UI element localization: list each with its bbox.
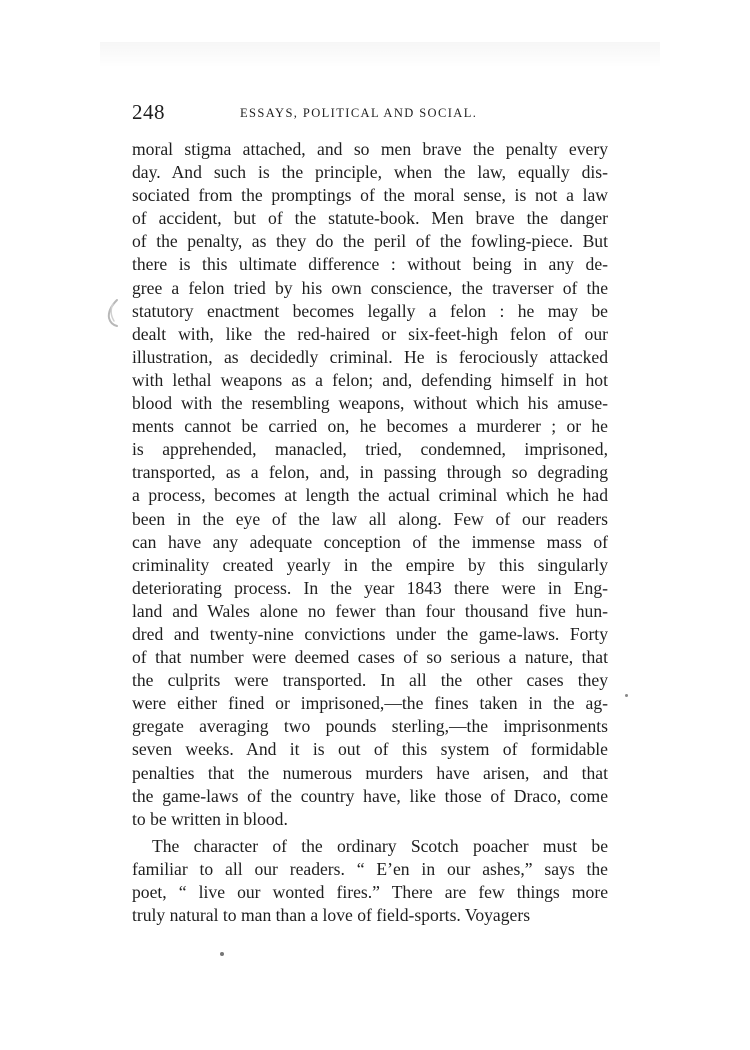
running-head [132, 100, 608, 130]
text-line: criminality created yearly in the empire by this singularly [132, 554, 608, 575]
text-line: statutory enactment becomes legally a felon : he may be [132, 300, 608, 321]
text-line: there is this ultimate difference : without being in any de- [132, 254, 608, 275]
text-line: dred and twenty-nine convictions under the game-laws. Forty [132, 623, 608, 644]
text-line: illustration, as decidedly criminal. He is ferociously attacked [132, 346, 608, 367]
text-line: familiar to all our readers. “ E’en in our ashes,” says the [132, 858, 608, 879]
paragraph [132, 138, 608, 831]
text-line: land and Wales alone no fewer than four thousand five hun- [132, 600, 608, 621]
text-line: seven weeks. And it is out of this system of formidable [132, 739, 608, 760]
text-line: can have any adequate conception of the immense mass of [132, 531, 608, 552]
text-line: ments cannot be carried on, he becomes a murderer ; or he [132, 416, 608, 437]
text-line: to be written in blood. [132, 808, 288, 829]
ink-speck [625, 694, 628, 697]
text-line: dealt with, like the red-haired or six-feet-high felon of our [132, 323, 608, 344]
text-line: gregate averaging two pounds sterling,—the imprisonments [132, 716, 608, 737]
text-line: been in the eye of the law all along. Few of our readers [132, 508, 608, 529]
running-title: ESSAYS, POLITICAL AND SOCIAL. [240, 106, 478, 120]
text-line: blood with the resembling weapons, without which his amuse- [132, 393, 608, 414]
text-line: poet, “ live our wonted fires.” There are few things more [132, 882, 608, 902]
text-line: day. And such is the principle, when the law, equally dis- [132, 162, 608, 183]
text-line: were either fined or imprisoned,—the fines taken in the ag- [132, 693, 608, 714]
scan-shadow [100, 42, 660, 68]
text-line: deteriorating process. In the year 1843 there were in Eng- [132, 577, 608, 598]
text-line: The character of the ordinary Scotch poacher must be [152, 835, 608, 856]
text-line: a process, becomes at length the actual criminal which he had [132, 485, 608, 506]
text-line: the culprits were transported. In all the other cases they [132, 670, 608, 691]
text-line: the game-laws of the country have, like those of Draco, come [132, 785, 608, 806]
text-line: of the penalty, as they do the peril of the fowling-piece. But [132, 231, 608, 252]
text-line: of that number were deemed cases of so serious a nature, that [132, 647, 608, 668]
page-number: 248 [132, 100, 165, 124]
text-line: sociated from the promptings of the moral sense, is not a law [132, 185, 608, 206]
text-line: is apprehended, manacled, tried, condemned, imprisoned, [132, 439, 608, 460]
ink-speck [220, 952, 224, 956]
text-line: gree a felon tried by his own conscience, the traverser of the [132, 277, 608, 298]
text-line: transported, as a felon, and, in passing through so degrading [132, 462, 608, 483]
paragraph [132, 835, 608, 927]
text-line: of accident, but of the statute-book. Men brave the danger [132, 208, 608, 229]
text-line: moral stigma attached, and so men brave the penalty every [132, 139, 608, 159]
text-line: penalties that the numerous murders have arisen, and that [132, 762, 608, 783]
text-line: with lethal weapons as a felon; and, defending himself in hot [132, 369, 608, 390]
pencil-mark-icon [104, 298, 124, 328]
text-line: truly natural to man than a love of field-sports. Voyagers [132, 905, 531, 926]
body-text [132, 138, 608, 927]
